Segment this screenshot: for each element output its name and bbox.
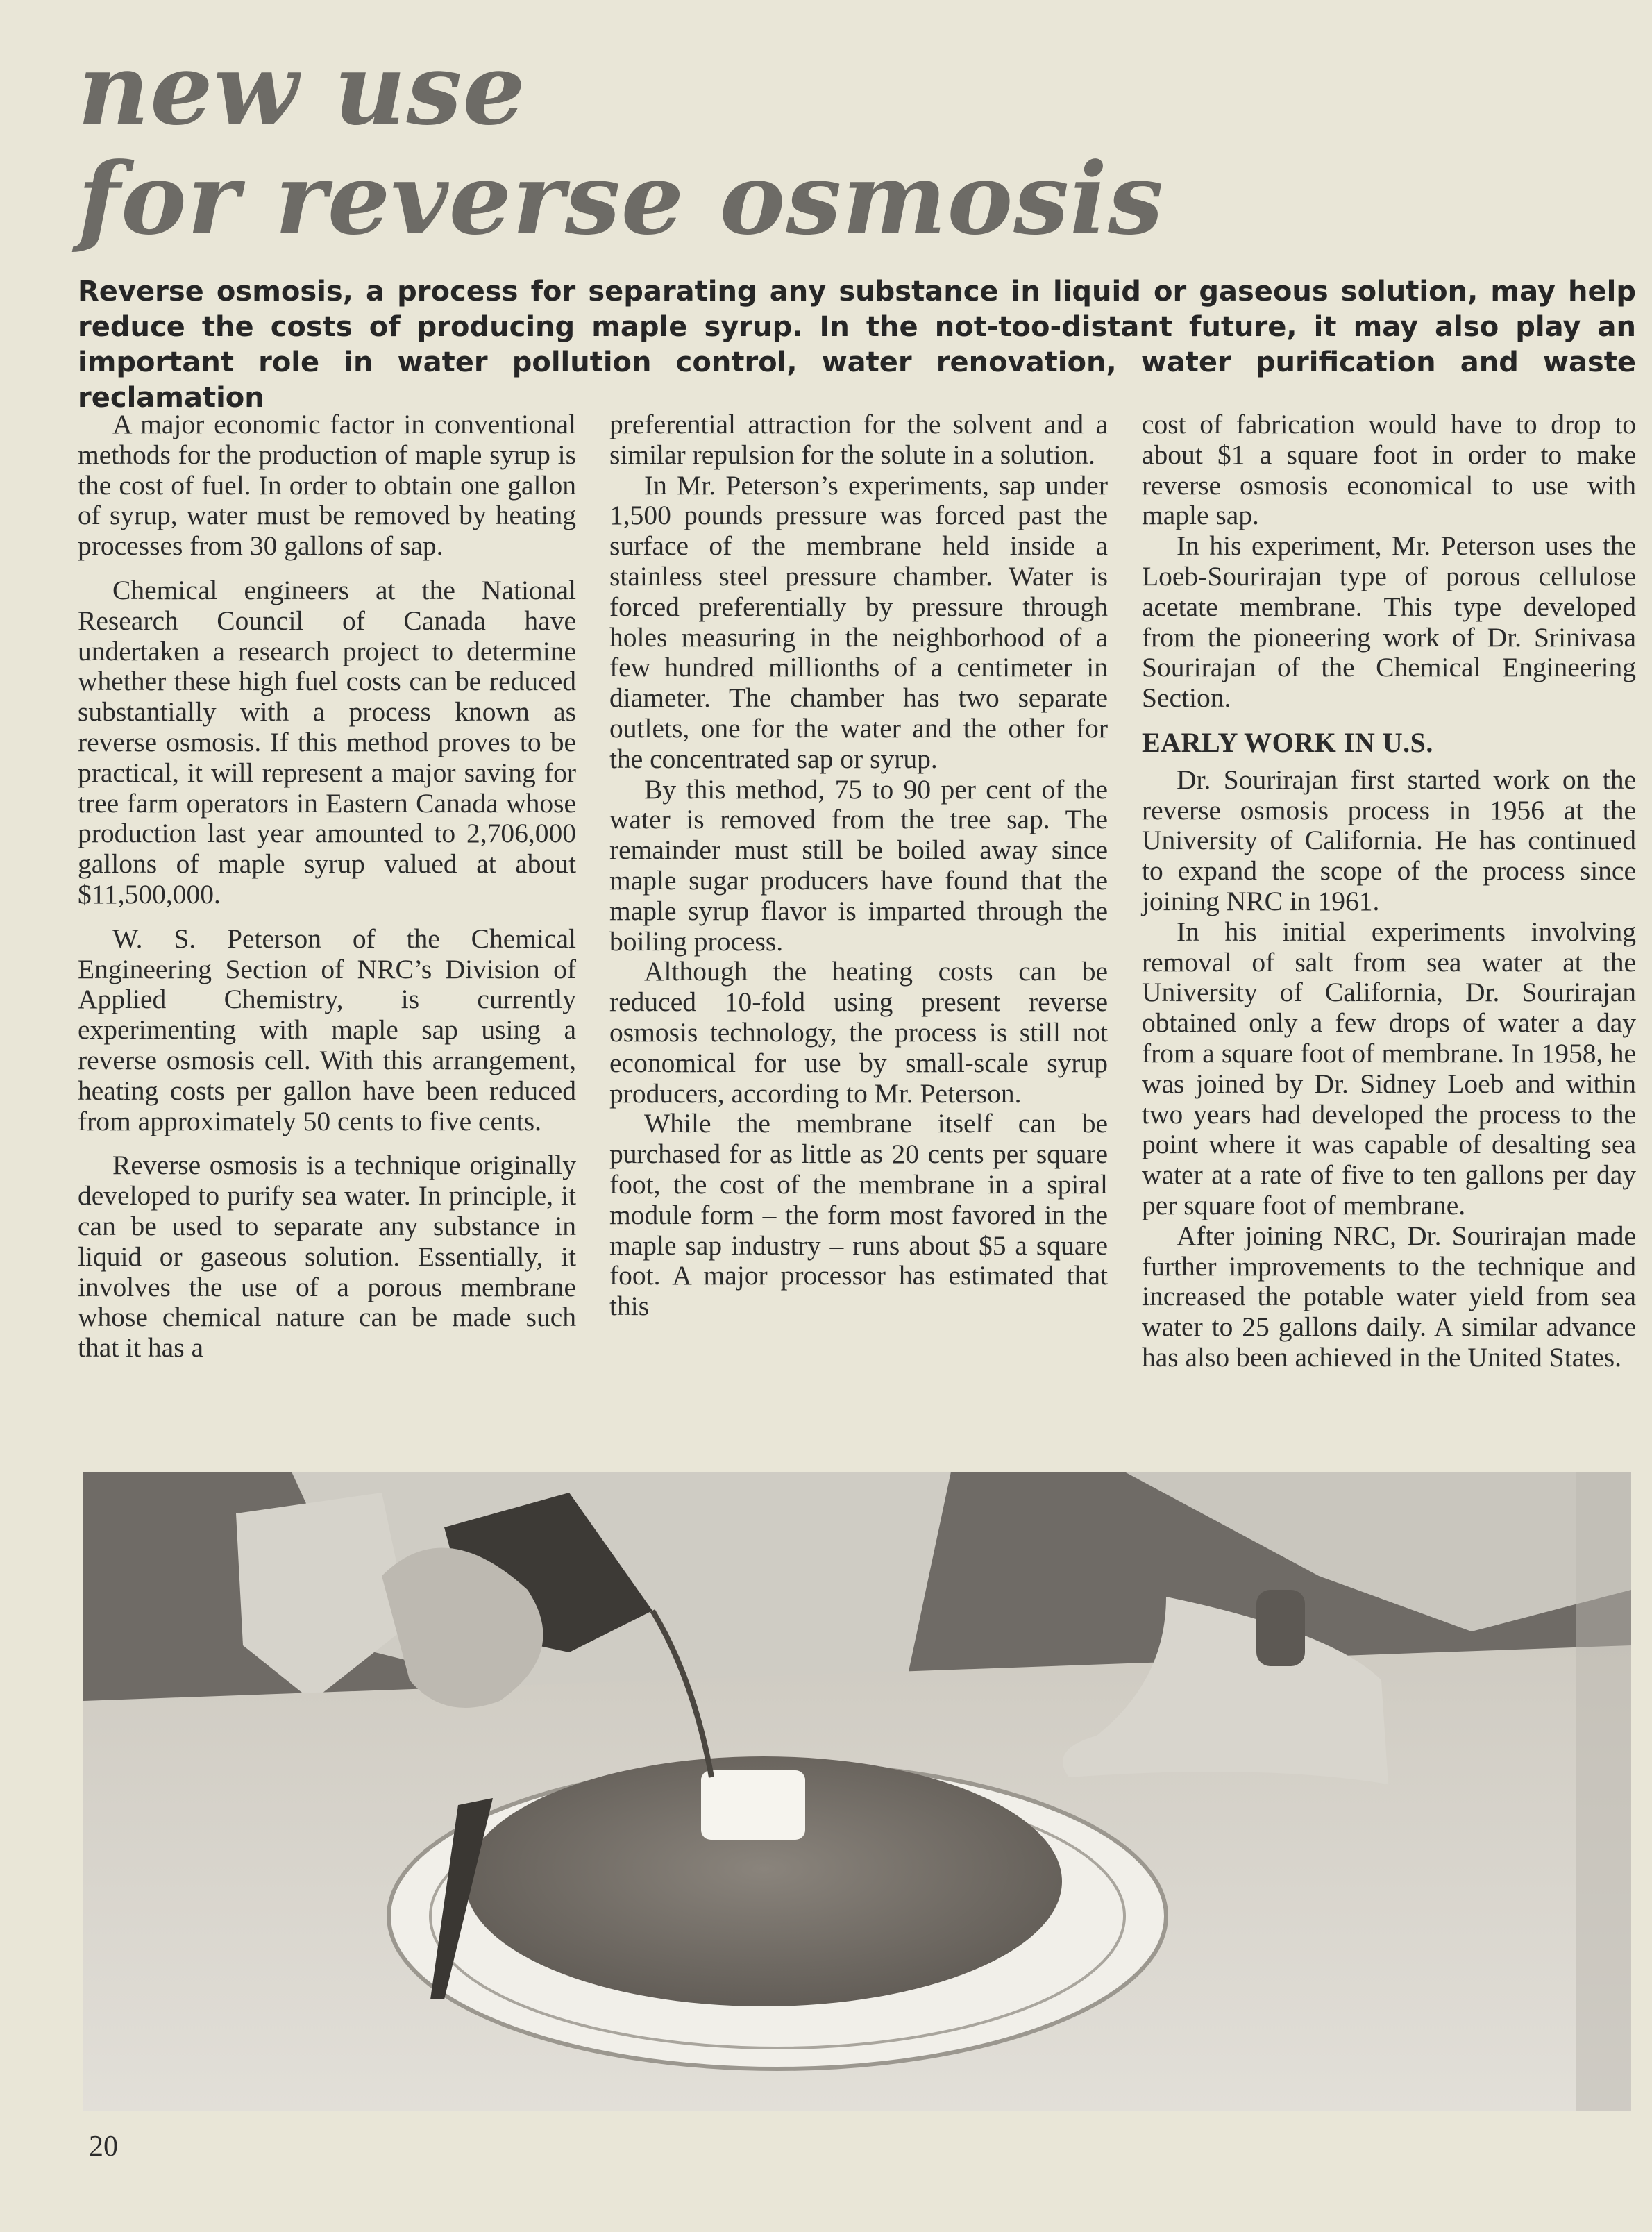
paragraph: By this method, 75 to 90 per cent of the water is removed from the tree sap. The remainder must still be boiled away since maple sugar producers have found that the maple syrup flavor is imparted through the boiling process. [609,773,1108,957]
title-line-1: new use [78,32,526,147]
photo-illustration [83,1472,1631,2111]
paragraph: preferential attraction for the solvent and a similar repulsion for the solute in a solution. [609,409,1108,470]
paragraph: After joining NRC, Dr. Sourirajan made further improvements to the technique and increased the potable water yield from sea water to 25 gallons daily. A similar advance has also been achieved in the United States. [1142,1220,1636,1373]
section-heading: EARLY WORK IN U.S. [1142,726,1433,758]
pancake-syrup-photo [83,1472,1631,2111]
paragraph: In his experiment, Mr. Peterson uses the Loeb-Sourirajan type of porous cellulose acetate membrane. This type developed from the pioneering work of Dr. Srinivasa Sourirajan of the Chemical Engineering Section. [1142,530,1636,714]
paragraph: In Mr. Peterson’s experiments, sap under 1,500 pounds pressure was forced past the surface of the membrane held inside a stainless steel pressure chamber. Water is forced preferentially by pressure through holes measuring in the neighborhood of a few hundred millionths of a centimeter in diameter. The chamber has two separate outlets, one for the water and the other for the concentrated sap or syrup. [609,469,1108,774]
text-column-3 [1142,410,1636,1373]
article-deck: Reverse osmosis, a process for separating any substance in liquid or gaseous solution, may help reduce the costs of producing maple syrup. In the not-too-distant future, it may also play an important role in water pollution control, water renovation, water purification and waste reclamation [78,276,1636,414]
paragraph: cost of fabrication would have to drop to about $1 a square foot in order to make reverse osmosis economical to use with maple sap. [1142,409,1636,531]
page-number: 20 [89,2131,118,2163]
paragraph: A major economic factor in conventional methods for the production of maple syrup is the cost of fuel. In order to obtain one gallon of syrup, water must be removed by heating processes from 30 gallons of sap. [78,409,576,562]
paragraph: Dr. Sourirajan first started work on the reverse osmosis process in 1956 at the University of California. He has continued to expand the scope of the process since joining NRC in 1961. [1142,764,1636,916]
paragraph: Although the heating costs can be reduced 10-fold using present reverse osmosis technology, the process is still not economical for use by small-scale syrup producers, according to Mr. Peterson. [609,956,1108,1109]
paragraph: Reverse osmosis is a technique originally developed to purify sea water. In principle, it can be used to separate any substance in liquid or gaseous solution. Essentially, it involves the use of a porous membrane whose chemical nature can be made such that it has a [78,1150,576,1363]
paragraph: Chemical engineers at the National Research Council of Canada have undertaken a research project to determine whether these high fuel costs can be reduced substantially with a process known as reverse osmosis. If this method proves to be practical, it will represent a major saving for tree farm operators in Eastern Canada whose production last year amounted to 2,706,000 gallons of maple syrup valued at about $11,500,000. [78,574,576,909]
paragraph: In his initial experiments involving removal of salt from sea water at the University of California, Dr. Sourirajan obtained only a few drops of water a day from a square foot of membrane. In 1958, he was joined by Dr. Sidney Loeb and within two years had developed the process to the point where it was capable of desalting sea water at a rate of five to ten gallons per day per square foot of membrane. [1142,916,1636,1220]
article-title [78,32,1188,257]
title-line-2: for reverse osmosis [78,142,1165,257]
paragraph: While the membrane itself can be purchased for as little as 20 cents per square foot, the cost of the membrane in a spiral module form – the form most favored in the maple sap industry – runs about $5 a square foot. A major processor has estimated that this [609,1108,1108,1322]
paragraph: W. S. Peterson of the Chemical Engineering Section of NRC’s Division of Applied Chemistry, is currently experimenting with maple sap using a reverse osmosis cell. With this arrangement, heating costs per gallon have been reduced from approximately 50 cents to five cents. [78,923,576,1136]
text-column-1 [78,410,576,1363]
text-column-2 [609,410,1108,1322]
